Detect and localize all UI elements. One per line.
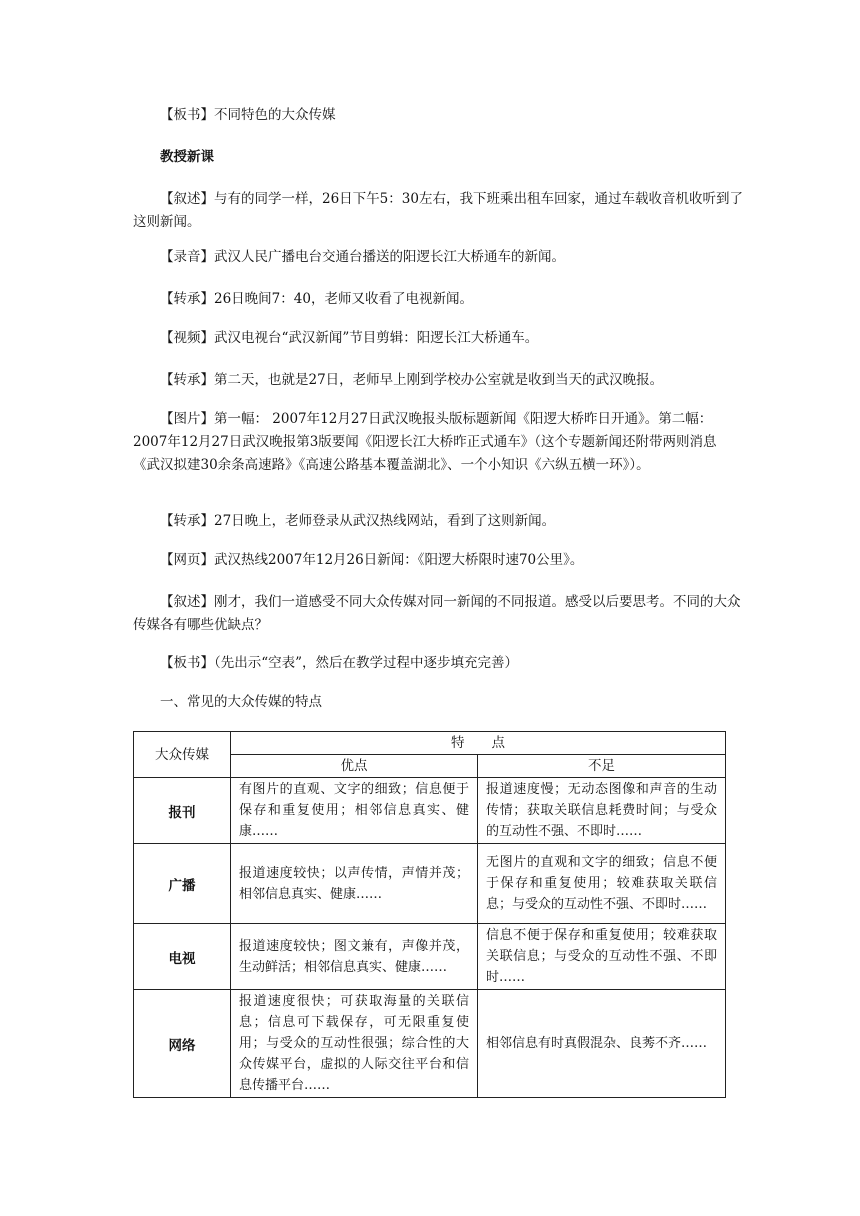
table-row	[134, 778, 726, 844]
row-label-internet: 网络	[134, 990, 231, 1098]
cons-cell: 报道速度慢；无动态图像和声音的生动传情；获取关联信息耗费时间；与受众的互动性不强、不即时……	[478, 778, 726, 844]
pros-cell: 报道速度很快；可获取海量的关联信息；信息可下载保存，可无限重复使用；与受众的互动性很强；综合性的大众传媒平台，虚拟的人际交往平台和信息传播平台……	[231, 990, 478, 1098]
paragraph-video: 【视频】武汉电视台“武汉新闻”节目剪辑：阳逻长江大桥通车。	[160, 330, 539, 346]
paragraph-recording: 【录音】武汉人民广播电台交通台播送的阳逻长江大桥通车的新闻。	[160, 249, 565, 265]
table-header-row	[134, 732, 726, 755]
header-features: 特 点	[231, 732, 726, 755]
paragraph-transition-1: 【转承】26日晚间7：40，老师又收看了电视新闻。	[160, 291, 473, 307]
section-heading: 教授新课	[160, 149, 214, 165]
table-row	[134, 990, 726, 1098]
paragraph-transition-3: 【转承】27日晚上，老师登录从武汉热线网站，看到了这则新闻。	[160, 513, 556, 529]
paragraph-table-title: 一、常见的大众传媒的特点	[160, 694, 322, 710]
paragraph-webpage: 【网页】武汉热线2007年12月26日新闻：《阳逻大桥限时速70公里》。	[160, 552, 584, 568]
paragraph-transition-2: 【转承】第二天，也就是27日，老师早上刚到学校办公室就是收到当天的武汉晚报。	[160, 372, 664, 388]
pros-cell: 有图片的直观、文字的细致；信息便于保存和重复使用；相邻信息真实、健康……	[231, 778, 478, 844]
media-features-table	[133, 731, 726, 1098]
paragraph-narration-1: 【叙述】与有的同学一样，26日下午5：30左右，我下班乘出租车回家，通过车载收音机收听到了这则新闻。	[133, 191, 743, 230]
cons-cell: 无图片的直观和文字的细致；信息不便于保存和重复使用；较难获取关联信息；与受众的互动性不强、不即时……	[478, 844, 726, 924]
table-row	[134, 924, 726, 990]
board-heading: 【板书】不同特色的大众传媒	[160, 107, 336, 123]
row-label-radio: 广播	[134, 844, 231, 924]
row-label-newspaper: 报刊	[134, 778, 231, 844]
cons-cell: 相邻信息有时真假混杂、良莠不齐……	[478, 990, 726, 1098]
header-cons: 不足	[478, 755, 726, 778]
header-media: 大众传媒	[134, 732, 231, 778]
paragraph-board-2: 【板书】（先出示“空表”，然后在教学过程中逐步填充完善）	[160, 655, 519, 671]
table-row	[134, 844, 726, 924]
header-pros: 优点	[231, 755, 478, 778]
pros-cell: 报道速度较快；图文兼有，声像并茂，生动鲜活；相邻信息真实、健康……	[231, 924, 478, 990]
pros-cell: 报道速度较快；以声传情，声情并茂；相邻信息真实、健康……	[231, 844, 478, 924]
cons-cell: 信息不便于保存和重复使用；较难获取关联信息；与受众的互动性不强、不即时……	[478, 924, 726, 990]
row-label-tv: 电视	[134, 924, 231, 990]
paragraph-pictures: 【图片】第一幅： 2007年12月27日武汉晚报头版标题新闻《阳逻大桥昨日开通》。第二幅：2007年12月27日武汉晚报第3版要闻《阳逻长江大桥昨正式通车》（这个专题新闻还附带两则消息《武汉拟建30余条高速路》《高速公路基本覆盖湖北》、一个小知识《六纵五横一环》）。	[133, 411, 717, 473]
paragraph-narration-2: 【叙述】刚才，我们一道感受不同大众传媒对同一新闻的不同报道。感受以后要思考。不同的大众传媒各有哪些优缺点？	[133, 594, 741, 633]
